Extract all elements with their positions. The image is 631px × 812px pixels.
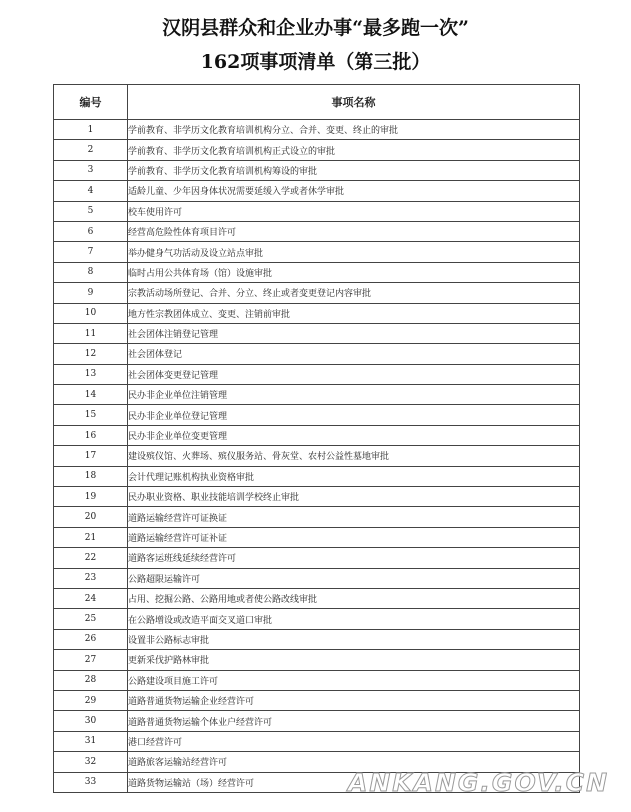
row-item-name: 公路建设项目施工许可 bbox=[128, 670, 580, 690]
row-item-name: 民办职业资格、职业技能培训学校终止审批 bbox=[128, 487, 580, 507]
table-row bbox=[54, 629, 580, 649]
row-number: 17 bbox=[54, 446, 128, 466]
row-item-name: 社会团体注销登记管理 bbox=[128, 323, 580, 343]
row-number: 16 bbox=[54, 425, 128, 445]
table-row bbox=[54, 588, 580, 608]
table-row bbox=[54, 690, 580, 710]
row-number: 4 bbox=[54, 181, 128, 201]
row-item-name: 道路客运班线延续经营许可 bbox=[128, 548, 580, 568]
table-row bbox=[54, 731, 580, 751]
row-item-name: 设置非公路标志审批 bbox=[128, 629, 580, 649]
table-row bbox=[54, 242, 580, 262]
row-number: 9 bbox=[54, 283, 128, 303]
row-item-name: 社会团体登记 bbox=[128, 344, 580, 364]
table-row bbox=[54, 548, 580, 568]
row-item-name: 学前教育、非学历文化教育培训机构分立、合并、变更、终止的审批 bbox=[128, 120, 580, 140]
column-header-item-name: 事项名称 bbox=[128, 85, 580, 120]
row-number: 2 bbox=[54, 140, 128, 160]
row-number: 12 bbox=[54, 344, 128, 364]
row-item-name: 公路超限运输许可 bbox=[128, 568, 580, 588]
row-item-name: 社会团体变更登记管理 bbox=[128, 364, 580, 384]
row-number: 28 bbox=[54, 670, 128, 690]
row-number: 6 bbox=[54, 221, 128, 241]
row-number: 23 bbox=[54, 568, 128, 588]
row-number: 29 bbox=[54, 690, 128, 710]
row-number: 13 bbox=[54, 364, 128, 384]
row-number: 31 bbox=[54, 731, 128, 751]
row-number: 24 bbox=[54, 588, 128, 608]
row-item-name: 道路普通货物运输个体业户经营许可 bbox=[128, 711, 580, 731]
row-item-name: 道路货物运输站（场）经营许可 bbox=[128, 772, 580, 792]
table-row bbox=[54, 568, 580, 588]
table-row bbox=[54, 650, 580, 670]
table-row bbox=[54, 221, 580, 241]
document-title-line-2: 162项事项清单（第三批） bbox=[200, 51, 431, 73]
row-number: 7 bbox=[54, 242, 128, 262]
row-item-name: 民办非企业单位注销管理 bbox=[128, 385, 580, 405]
table-row bbox=[54, 446, 580, 466]
table-row bbox=[54, 323, 580, 343]
row-number: 19 bbox=[54, 487, 128, 507]
row-item-name: 学前教育、非学历文化教育培训机构筹设的审批 bbox=[128, 160, 580, 180]
table-row bbox=[54, 120, 580, 140]
table-row bbox=[54, 303, 580, 323]
table-row bbox=[54, 527, 580, 547]
row-item-name: 港口经营许可 bbox=[128, 731, 580, 751]
column-header-number: 编号 bbox=[54, 85, 128, 120]
row-item-name: 会计代理记账机构执业资格审批 bbox=[128, 466, 580, 486]
table-body bbox=[54, 120, 580, 793]
table-row bbox=[54, 405, 580, 425]
row-number: 1 bbox=[54, 120, 128, 140]
table-row bbox=[54, 385, 580, 405]
row-number: 32 bbox=[54, 752, 128, 772]
row-item-name: 道路普通货物运输企业经营许可 bbox=[128, 690, 580, 710]
row-item-name: 校车使用许可 bbox=[128, 201, 580, 221]
row-item-name: 在公路增设或改造平面交叉道口审批 bbox=[128, 609, 580, 629]
row-item-name: 适龄儿童、少年因身体状况需要延缓入学或者休学审批 bbox=[128, 181, 580, 201]
table-row bbox=[54, 262, 580, 282]
table-row bbox=[54, 609, 580, 629]
row-number: 25 bbox=[54, 609, 128, 629]
row-number: 22 bbox=[54, 548, 128, 568]
row-number: 5 bbox=[54, 201, 128, 221]
table-row bbox=[54, 466, 580, 486]
table-row bbox=[54, 670, 580, 690]
table-row bbox=[54, 507, 580, 527]
row-item-name: 道路运输经营许可证补证 bbox=[128, 527, 580, 547]
row-item-name: 经营高危险性体育项目许可 bbox=[128, 221, 580, 241]
table-row bbox=[54, 364, 580, 384]
table-row bbox=[54, 344, 580, 364]
row-number: 14 bbox=[54, 385, 128, 405]
row-item-name: 建设殡仪馆、火葬场、殡仪服务站、骨灰堂、农村公益性墓地审批 bbox=[128, 446, 580, 466]
row-item-name: 举办健身气功活动及设立站点审批 bbox=[128, 242, 580, 262]
row-number: 8 bbox=[54, 262, 128, 282]
table-row bbox=[54, 425, 580, 445]
site-watermark: ANKANG.GOV.CN bbox=[348, 768, 610, 797]
row-number: 11 bbox=[54, 323, 128, 343]
document-title-line-1: 汉阴县群众和企业办事“最多跑一次” bbox=[162, 17, 469, 39]
table-row bbox=[54, 160, 580, 180]
row-item-name: 宗教活动场所登记、合并、分立、终止或者变更登记内容审批 bbox=[128, 283, 580, 303]
row-item-name: 地方性宗教团体成立、变更、注销前审批 bbox=[128, 303, 580, 323]
row-number: 3 bbox=[54, 160, 128, 180]
table-row bbox=[54, 201, 580, 221]
table-row bbox=[54, 181, 580, 201]
table-row bbox=[54, 711, 580, 731]
row-number: 26 bbox=[54, 629, 128, 649]
row-item-name: 临时占用公共体育场（馆）设施审批 bbox=[128, 262, 580, 282]
table-header-row bbox=[54, 85, 580, 120]
row-item-name: 民办非企业单位登记管理 bbox=[128, 405, 580, 425]
row-number: 33 bbox=[54, 772, 128, 792]
row-item-name: 学前教育、非学历文化教育培训机构正式设立的审批 bbox=[128, 140, 580, 160]
row-number: 30 bbox=[54, 711, 128, 731]
row-item-name: 更新采伐护路林审批 bbox=[128, 650, 580, 670]
row-number: 20 bbox=[54, 507, 128, 527]
row-number: 21 bbox=[54, 527, 128, 547]
table-row bbox=[54, 140, 580, 160]
row-number: 10 bbox=[54, 303, 128, 323]
table-row bbox=[54, 283, 580, 303]
row-number: 27 bbox=[54, 650, 128, 670]
row-number: 18 bbox=[54, 466, 128, 486]
row-item-name: 占用、挖掘公路、公路用地或者使公路改线审批 bbox=[128, 588, 580, 608]
items-table bbox=[53, 84, 580, 793]
row-item-name: 道路旅客运输站经营许可 bbox=[128, 752, 580, 772]
table-row bbox=[54, 487, 580, 507]
row-item-name: 民办非企业单位变更管理 bbox=[128, 425, 580, 445]
row-number: 15 bbox=[54, 405, 128, 425]
row-item-name: 道路运输经营许可证换证 bbox=[128, 507, 580, 527]
